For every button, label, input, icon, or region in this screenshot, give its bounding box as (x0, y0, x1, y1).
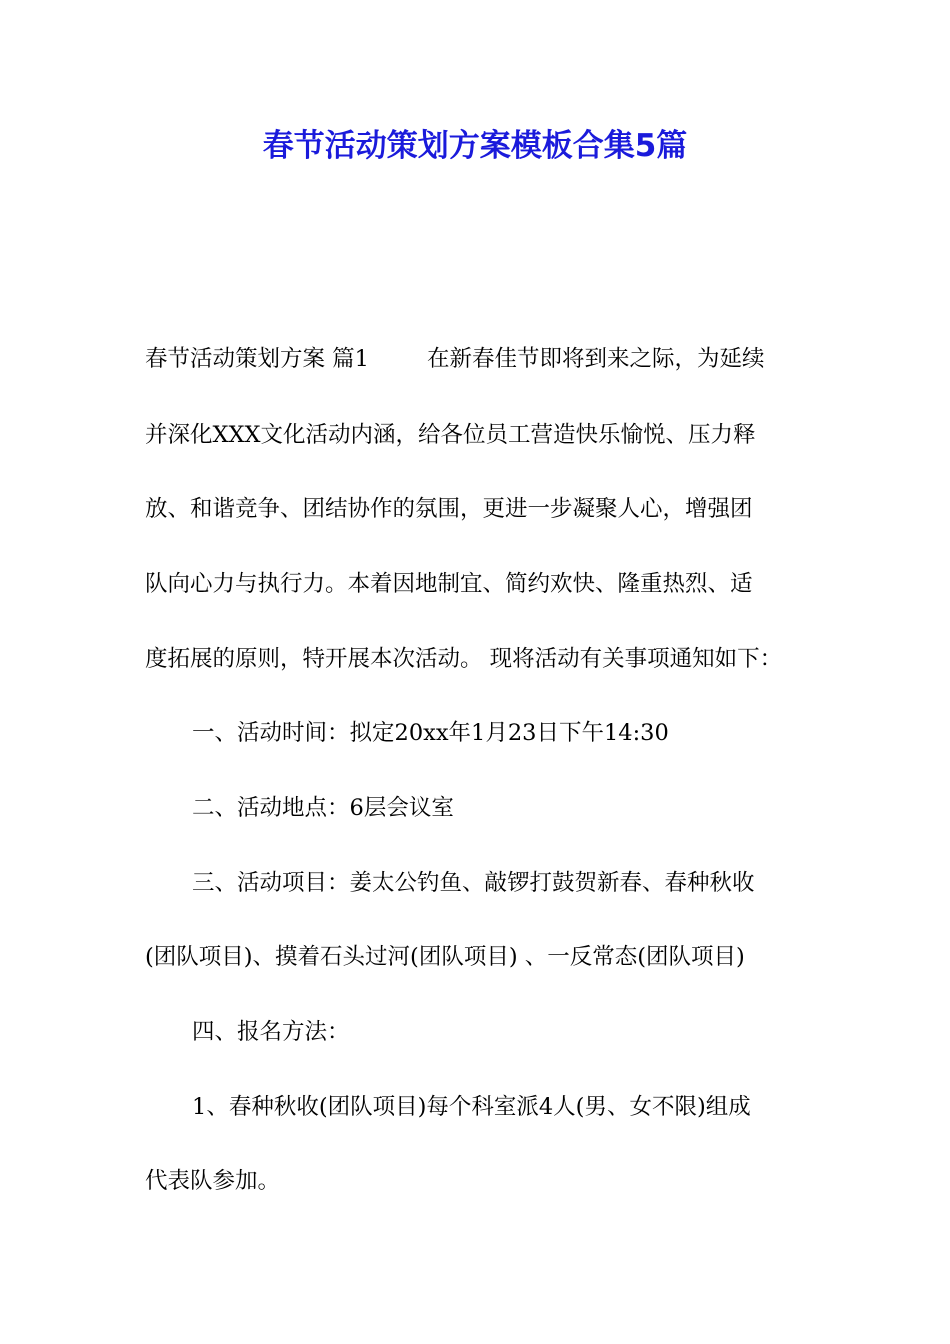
list-item-registration: 四、报名方法： (192, 1019, 350, 1045)
paragraph-line-5: 度拓展的原则，特开展本次活动。 现将活动有关事项通知如下： (145, 646, 783, 672)
paragraph-line-2: 并深化XXX文化活动内涵，给各位员工营造快乐愉悦、压力释 (145, 422, 756, 448)
registration-item-1: 1、春种秋收(团队项目)每个科室派4人(男、女不限)组成 (192, 1094, 751, 1120)
list-item-location: 二、活动地点：6层会议室 (192, 795, 454, 821)
list-item-time: 一、活动时间：拟定20xx年1月23日下午14:30 (192, 720, 669, 746)
paragraph-line-4: 队向心力与执行力。本着因地制宜、简约欢快、隆重热烈、适 (145, 571, 753, 597)
paragraph-text: 在新春佳节即将到来之际，为延续 (426, 346, 765, 372)
paragraph-line-1 (145, 344, 825, 374)
section-heading: 春节活动策划方案 篇1 (145, 346, 369, 372)
registration-item-1-cont: 代表队参加。 (145, 1168, 281, 1194)
list-item-activities: 三、活动项目：姜太公钓鱼、敲锣打鼓贺新春、春种秋收 (192, 870, 755, 896)
paragraph-line-3: 放、和谐竞争、团结协作的氛围，更进一步凝聚人心，增强团 (145, 496, 753, 522)
list-item-activities-cont: (团队项目)、摸着石头过河(团队项目) 、一反常态(团队项目) (145, 944, 745, 970)
document-title: 春节活动策划方案模板合集5篇 (262, 128, 688, 164)
